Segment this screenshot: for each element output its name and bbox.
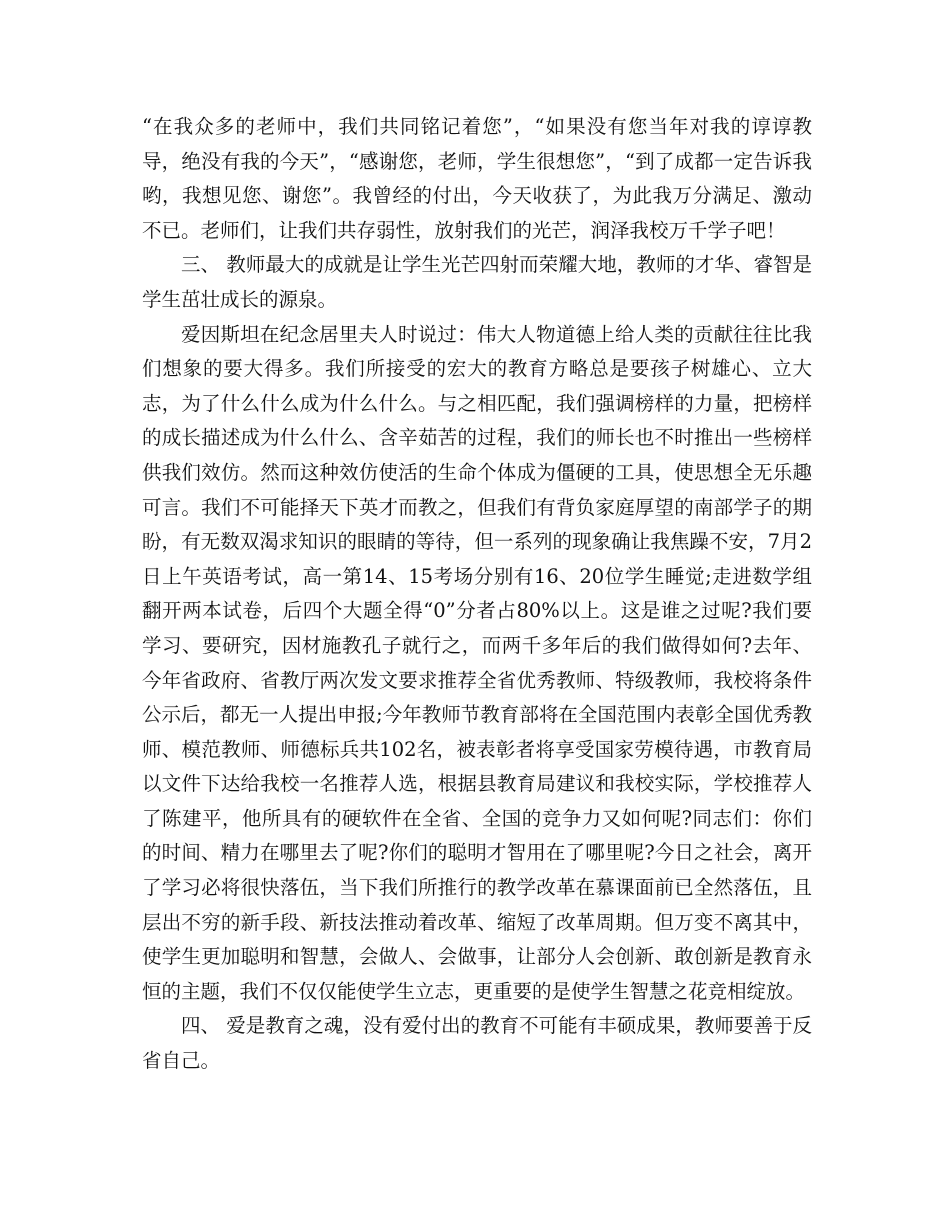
paragraph-einstein: 爱因斯坦在纪念居里夫人时说过：伟大人物道德上给人类的贡献往往比我们想象的要大得多。我们所接受的宏大的教育方略总是要孩子树雄心、立大志，为了什么什么成为什么什么。与之相匹配，我们强调榜样的力量，把榜样的成长描述成为什么什么、含辛茹苦的过程，我们的师长也不时推出一些榜样供我们效仿。然而这种效仿使活的生命个体成为僵硬的工具，使思想全无乐趣可言。我们不可能择天下英才而教之，但我们有背负家庭厚望的南部学子的期盼，有无数双渴求知识的眼睛的等待，但一系列的现象确让我焦躁不安，7月2日上午英语考试，高一第14、15考场分别有16、20位学生睡觉;走进数学组翻开两本试卷，后四个大题全得“0”分者占80%以上。这是谁之过呢?我们要学习、要研究，因材施教孔子就行之，而两千多年后的我们做得如何?去年、今年省政府、省教厅两次发文要求推荐全省优秀教师、特级教师，我校将条件公示后，都无一人提出申报;今年教师节教育部将在全国范围内表彰全国优秀教师、模范教师、师德标兵共102名，被表彰者将享受国家劳模待遇，市教育局以文件下达给我校一名推荐人选，根据县教育局建议和我校实际，学校推荐人了陈建平，他所具有的硬软件在全省、全国的竞争力又如何呢?同志们：你们的时间、精力在哪里去了呢?你们的聪明才智用在了哪里呢?今日之社会，离开了学习必将很快落伍，当下我们所推行的教学改革在慕课面前已全然落伍，且层出不穷的新手段、新技法推动着改革、缩短了改革周期。但万变不离其中，使学生更加聪明和智慧，会做人、会做事，让部分人会创新、敢创新是教育永恒的主题，我们不仅仅能使学生立志，更重要的是使学生智慧之花竞相绽放。 <box>142 322 812 1003</box>
section-heading-three: 三、 教师最大的成就是让学生光芒四射而荣耀大地，教师的才华、睿智是学生茁壮成长的源泉。 <box>142 253 812 311</box>
section-heading-four: 四、 爱是教育之魂，没有爱付出的教育不可能有丰硕成果，教师要善于反省自己。 <box>142 1014 812 1073</box>
document-body <box>142 110 812 1079</box>
paragraph-continuation: “在我众多的老师中，我们共同铭记着您”，“如果没有您当年对我的谆谆教导，绝没有我的今天”，“感谢您，老师，学生很想您”，“到了成都一定告诉我哟，我想见您、谢您”。我曾经的付出，今天收获了，为此我万分满足、激动不已。老师们，让我们共存弱性，放射我们的光芒，润泽我校万千学子吧！ <box>142 115 812 242</box>
